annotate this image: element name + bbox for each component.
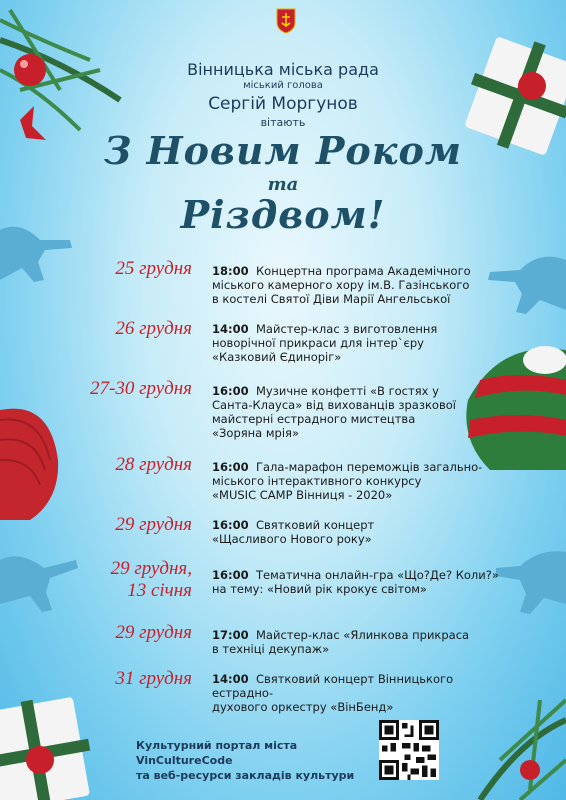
event-time: 14:00: [212, 672, 249, 686]
footer-line-1: Культурний портал міста VinCultureCode: [136, 739, 298, 767]
event-description: Тематична онлайн-гра «Що?Де? Коли?» на тему: «Новий рік крокує світом»: [212, 568, 499, 596]
title-line-2: та: [267, 174, 299, 195]
event-date: 27-30 грудня: [90, 378, 192, 399]
event-date: 28 грудня: [115, 454, 192, 475]
event-description: Гала-марафон переможців загально- міського інтерактивного конкурсу «MUSIC CAMP Вінниця - 2020»: [212, 460, 483, 502]
gift-box-bottom-left: [0, 697, 90, 800]
title-line-3: Різдвом!: [180, 192, 386, 237]
title-line-1: З Новим Роком: [104, 128, 462, 173]
qr-code-icon[interactable]: [379, 720, 439, 780]
event-description: Святковий концерт «Щасливого Нового року»: [212, 518, 375, 546]
event-time: 17:00: [212, 628, 249, 642]
footer-text: [136, 738, 376, 783]
city-coat-of-arms-icon: [276, 8, 296, 34]
footer-line-2: та веб-ресурси закладів культури: [136, 769, 355, 782]
event-time: 14:00: [212, 322, 249, 336]
event-date: 29 грудня,: [110, 558, 192, 579]
fir-branch-bottom-right: [480, 700, 566, 800]
event-date: 29 грудня: [115, 622, 192, 643]
hand-right-bottom: [496, 551, 566, 614]
event-description: Святковий концерт Вінницького естрадно- духового оркестру «ВінБенд»: [212, 672, 454, 714]
event-date: 29 грудня: [115, 514, 192, 535]
greeting-verb: вітають: [260, 116, 306, 129]
mayor-name: Сергій Моргунов: [208, 94, 358, 114]
event-time: 18:00: [212, 264, 249, 278]
event-date: 25 грудня: [115, 258, 192, 279]
event-time: 16:00: [212, 384, 249, 398]
event-time: 16:00: [212, 518, 249, 532]
event-time: 16:00: [212, 460, 249, 474]
event-description: Майстер-клас з виготовлення новорічної прикраси для інтер`єру «Казковий Єдиноріг»: [212, 322, 438, 364]
event-date: 26 грудня: [115, 318, 192, 339]
event-description: Музичне конфетті «В гостях у Санта-Клауса» від вихованців зразкової майстерні естрадного мистецтва «Зоряна мрія»: [212, 384, 456, 440]
event-date-second: 13 січня: [127, 580, 192, 601]
event-description: Майстер-клас «Ялинкова прикраса в техніці декупаж»: [212, 628, 470, 656]
event-time: 16:00: [212, 568, 249, 582]
event-date: 31 грудня: [115, 668, 192, 689]
event-description: Концертна програма Академічного міського камерного хору ім.В. Газінського в костелі Святої Діви Марії Ангельської: [212, 264, 471, 306]
council-name: Вінницька міська рада: [187, 60, 379, 79]
mayor-title: міський голова: [243, 80, 323, 91]
